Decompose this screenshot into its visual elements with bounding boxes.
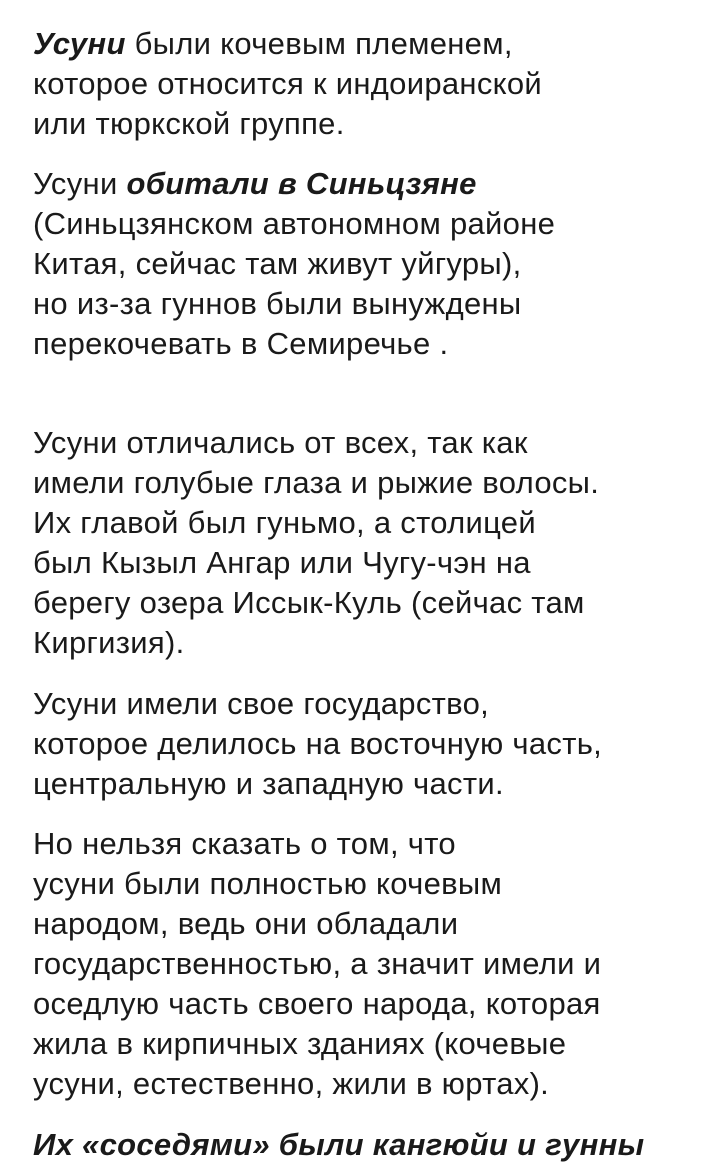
- text-line: Их главой был гуньмо, а столицей: [33, 505, 536, 540]
- text-line: народом, ведь они обладали: [33, 906, 459, 941]
- text-line: или тюркской группе.: [33, 106, 345, 141]
- text-line: центральную и западную части.: [33, 766, 504, 801]
- paragraph-habitat: [33, 164, 713, 364]
- text-line: усуни, естественно, жили в юртах).: [33, 1066, 550, 1101]
- paragraph-settled: [33, 824, 713, 1104]
- paragraph-neighbors: [33, 1125, 713, 1165]
- text-line: Усуни имели свое государство,: [33, 686, 490, 721]
- paragraph-appearance: [33, 423, 713, 663]
- text-line: [33, 24, 713, 64]
- text-line: берегу озера Иссык-Куль (сейчас там: [33, 585, 585, 620]
- text-line: был Кызыл Ангар или Чугу-чэн на: [33, 545, 531, 580]
- text-line: имели голубые глаза и рыжие волосы.: [33, 465, 600, 500]
- bold-term: Усуни: [33, 26, 126, 61]
- line-text: Усуни: [33, 166, 127, 201]
- text-line: оседлую часть своего народа, которая: [33, 986, 601, 1021]
- text-line: которое относится к индоиранской: [33, 66, 543, 101]
- line-text: были кочевым племенем,: [125, 26, 513, 61]
- text-line: Китая, сейчас там живут уйгуры),: [33, 246, 522, 281]
- text-line: но из-за гуннов были вынуждены: [33, 286, 522, 321]
- text-line: Их «соседями» были кангюйи и гунны: [33, 1127, 645, 1162]
- text-line: [33, 164, 713, 204]
- text-line: Киргизия).: [33, 625, 185, 660]
- text-line: Усуни отличались от всех, так как: [33, 425, 528, 460]
- paragraph-state: [33, 684, 713, 804]
- text-line: перекочевать в Семиречье .: [33, 326, 449, 361]
- text-line: жила в кирпичных зданиях (кочевые: [33, 1026, 567, 1061]
- paragraph-origin: [33, 24, 713, 144]
- text-line: которое делилось на восточную часть,: [33, 726, 603, 761]
- text-line: Но нельзя сказать о том, что: [33, 826, 456, 861]
- text-line: усуни были полностью кочевым: [33, 866, 503, 901]
- text-line: государственностью, а значит имели и: [33, 946, 602, 981]
- bold-term: обитали в Синьцзяне: [126, 166, 477, 201]
- text-line: (Синьцзянском автономном районе: [33, 206, 556, 241]
